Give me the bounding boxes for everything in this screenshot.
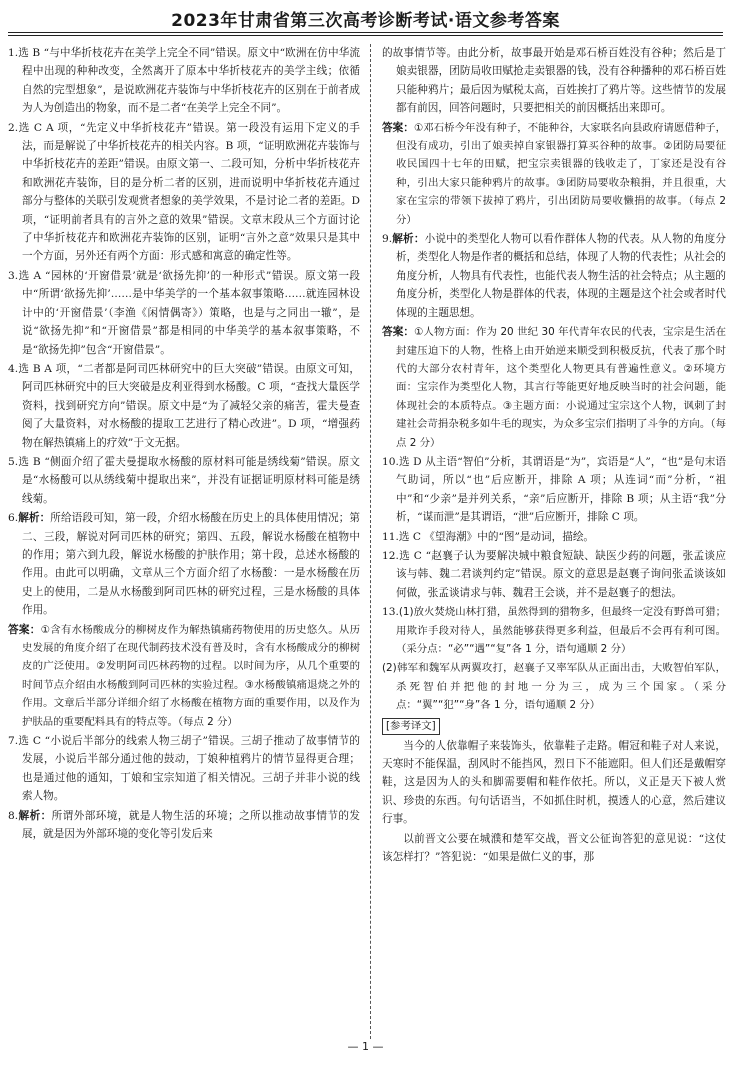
- translation-tag: [参考译文]: [382, 718, 440, 735]
- left-column: [8, 44, 360, 1034]
- item-number: 8.: [8, 809, 19, 822]
- title-rule-thin: [8, 35, 723, 36]
- item-label: 解析：: [392, 233, 425, 246]
- answer-block: [382, 323, 726, 452]
- question-item: [382, 547, 726, 602]
- item-label: 答案：: [382, 326, 415, 339]
- item-number: 13.: [382, 606, 399, 619]
- answer-block: [382, 659, 726, 714]
- answer-block: [382, 119, 726, 229]
- item-label: 答案：: [8, 623, 41, 636]
- answer-block: [382, 603, 726, 658]
- item-text: 选 A “园林的‘开窗借景’就是‘欲扬先抑’的一种形式”错误。原文第一段中“所谓‘欲扬先抑’……是中华美学的一个基本叙事策略……就连园林设计中的‘开窗借景’（李渔《闲情偶寄》）策略，也是与之同出一辙”，是说“欲扬先抑”和“开窗借景”都是相同的中华美学的基本叙事策略，不是“欲扬先抑”包含“开窗借景”。: [18, 269, 360, 356]
- item-number: 9.: [382, 233, 393, 246]
- right-column: [382, 44, 726, 1034]
- item-number: 7.: [8, 735, 19, 748]
- item-text: 选 C 《望海潮》中的“图”是动词，描绘。: [398, 530, 595, 543]
- question-item: [8, 119, 360, 266]
- item-number: 1.: [8, 47, 19, 59]
- question-item: [8, 807, 360, 844]
- column-divider: [370, 44, 371, 1039]
- item-text: 选 C “赵襄子认为要解决城中粮食短缺、缺医少药的问题，张孟谈应该与韩、魏二君谈判约定”错误。原文的意思是赵襄子询问张孟谈该如何做，张孟谈请求与韩、魏君王会谈，并不是赵襄子的想法。: [396, 549, 726, 599]
- title-rule: [8, 32, 723, 33]
- question-item: [8, 509, 360, 619]
- question-item: [382, 230, 726, 322]
- item-text: ①邓石桥今年没有种子，不能种谷，大家联名向县政府请愿借种子，但没有成功，引出了娘卖掉自家银器打算买谷种的故事。②团防局要征收民国四十七年的田赋，把宝宗卖银器的钱收走了，丁家还是没有谷种，引出大家只能种鸦片的故事。③团防局要收杂粮捐，并且很重，大家在宝宗的带领下拔掉了鸦片，引出团防局要收懒捐的故事。（每点 2 分）: [396, 121, 726, 226]
- question-item: [8, 267, 360, 359]
- item-text: (1)放火焚烧山林打猎，虽然得到的猎物多，但最终一定没有野兽可猎；用欺诈手段对待人，虽然能够获得更多利益，但最后不会再有利可图。（采分点：“必”“遇”“复”各 1 分，语句通顺 2 分）: [396, 606, 726, 655]
- question-item: [8, 732, 360, 806]
- item-text: 选 D 从主语“智伯”分析，其谓语是“为”，宾语是“人”，“也”是句末语气助词，所以“也”后应断开，排除 A 项；从连词“而”分析，“祖中”和“少亲”是并列关系，“亲”后应断开，排除 B 项；从主语“我”分析，“谋而泄”是其谓语，“泄”后应断开，排除 C 项。: [396, 455, 726, 524]
- question-item: [382, 44, 726, 118]
- item-text: (2)韩军和魏军从两翼攻打，赵襄子又率军队从正面出击，大败智伯军队，杀死智伯并把他的封地一分为三，成为三个国家。（采分点：“翼”“犯”“身”各 1 分，语句通顺 2 分）: [382, 662, 726, 712]
- item-label: 答案：: [382, 121, 414, 134]
- item-text: ①含有水杨酸成分的柳树皮作为解热镇痛药物使用的历史悠久。从历史发展的角度介绍了在现代制药技术没有普及时，含有水杨酸成分的柳树皮的广泛使用。②发明阿司匹林药物的过程。以时间为序，从几个重要的时间节点介绍由水杨酸到阿司匹林的实验过程。③水杨酸镇痛退烧之外的作用。文章后半部分详细介绍了水杨酸在植物方面的重要作用，以及作为护肤品的重要配料具有的特点等。（每点 2 分）: [22, 623, 360, 728]
- item-text: 小说中的类型化人物可以看作群体人物的代表。从人物的角度分析，类型化人物是作者的概括和总结，体现了人物的代表性；从社会的角度分析，人物具有代表性，也能代表人物生活的社会特点；从主题的角度分析，类型化人物是群体的代表，体现的主题是这个社会或者时代体现的主题思想。: [396, 233, 726, 319]
- item-number: 10.: [382, 455, 399, 468]
- item-number: 4.: [8, 362, 19, 375]
- translation-paragraph: [382, 830, 726, 867]
- item-text: 所给语段可知，第一段，介绍水杨酸在历史上的具体使用情况；第二、三段，解说对阿司匹林的研究；第四、五段，解说水杨酸在植物中的作用；第六到九段，解说水杨酸的护肤作用；第十段，总述水杨酸的作用。由此可以明确，文章从三个方面介绍了水杨酸：一是水杨酸在历史上的使用，二是从水杨酸到阿司匹林的研究过程，三是水杨酸的具体作用。: [22, 512, 360, 617]
- item-text: 选 C “小说后半部分的线索人物三胡子”错误。三胡子推动了故事情节的发展，小说后半部分通过他的鼓动，丁娘种植鸦片的情节显得更合理；也是通过他的通知，丁娘和宝宗知道了相关情况。三胡子并非小说的线索人物。: [18, 735, 360, 803]
- item-number: 2.: [8, 121, 19, 134]
- question-item: [8, 453, 360, 508]
- item-text: 选 C A 项，“先定义中华折枝花卉”错误。第一段没有运用下定义的手法，而是解说了中华折枝花卉的相关内容。B 项，“证明欧洲花卉装饰与中华折枝花卉的差距”错误。由原文第一、二段可知，分析中华折枝花卉和欧洲花卉装饰，目的是分析二者的区别，进而说明中华折枝花卉通过部分与整体的关联引发观赏者想象的美学效果，不是讨论二者的差距。D 项，“证明前者具有的言外之意的效果”错误。文章末段从三个方面讨论了中华折枝花卉和欧洲花卉装饰的区别，证明“言外之意”效果只是其中一个方面，另外还有两个方面：形式感和寓意的确定性等。: [18, 121, 360, 263]
- question-item: [8, 44, 360, 118]
- page-title: 2023年甘肃省第三次高考诊断考试·语文参考答案: [171, 11, 560, 31]
- item-text: 以前晋文公要在城濮和楚军交战，晋文公征询答犯的意见说：“这仗该怎样打？”答犯说：“如果是做仁义的事，那: [382, 832, 726, 864]
- question-item: [382, 528, 726, 546]
- item-text: 的故事情节等。由此分析，故事最开始是邓石桥百姓没有谷种；然后是丁娘卖银器，团防局收田赋抢走卖银器的钱，没有谷种播种的邓石桥百姓只能种鸦片；最后因为赋税太高，百姓挨打了鸦片等。这些情节的发展都有前因，回答问题时，只要把相关的前因概括出来即可。: [382, 47, 726, 115]
- item-number: 6.: [8, 512, 19, 525]
- question-item: [8, 360, 360, 452]
- translation-heading: [382, 716, 726, 737]
- page-number: — 1 —: [347, 1040, 384, 1053]
- translation-paragraph: [382, 737, 726, 829]
- item-text: ①人物方面：作为 20 世纪 30 年代青年农民的代表，宝宗是生活在封建压迫下的人物，性格上由开始逆来顺受到积极反抗，代表了那个时代的大部分农村青年，这个类型化人物更具有普遍性意义。②环境方面：宝宗作为类型化人物，其言行等能更好地反映当时的社会问题，能体现社会的本质特点。③主题方面：小说通过宝宗这个人物，讽刺了封建社会苛捐杂税多如牛毛的现实，为众多宝宗们指明了斗争的方向。（每点 2 分）: [396, 326, 726, 449]
- item-label: 解析：: [18, 809, 52, 822]
- item-number: 5.: [8, 455, 19, 468]
- item-number: 11.: [382, 530, 399, 543]
- item-text: 选 B A 项，“二者都是阿司匹林研究中的巨大突破”错误。由原文可知，阿司匹林研究中的巨大突破是皮利亚得到水杨酸。C 项，“查找大量医学资料，找到研究方向”错误。原文中是“为了减轻父亲的痛苦，霍夫曼查阅了大量资料，对水杨酸的提取工艺进行了精心改进”。D 项，“增强药物在解热镇痛上的疗效”于文无据。: [18, 362, 360, 449]
- item-text: 当今的人依靠帽子来装饰头，依靠鞋子走路。帽冠和鞋子对人来说，天寒时不能保温，刮风时不能挡风，烈日下不能遮阳。但人们还是戴帽穿鞋，这是因为人的头和脚需要帽和鞋作依托。所以，义正是天下被人赏识、珍贵的东西。句句话语当，不如抓住时机，摸透人的心意，然后建议行事。: [382, 739, 726, 826]
- item-number: 3.: [8, 269, 19, 282]
- item-text: 选 B “侧面介绍了霍夫曼提取水杨酸的原材料可能是绣线菊”错误。原文是“水杨酸可以从绣线菊中提取出来”，并没有证据证明原材料可能是绣线菊。: [18, 455, 360, 505]
- question-item: [382, 453, 726, 527]
- item-text: 所谓外部环境，就是人物生活的环境；之所以推动故事情节的发展，就是因为外部环境的变化等引发后来: [22, 809, 360, 841]
- item-number: 12.: [382, 549, 399, 562]
- item-label: 解析：: [18, 512, 51, 525]
- answer-block: [8, 621, 360, 731]
- item-text: 选 B “与中华折枝花卉在美学上完全不同”错误。原文中“欧洲在仿中华流程中出现的种种改变，全然离开了原本中华折枝花卉的美学主线；依循自然的完型想象”，是说欧洲花卉装饰与中华折枝花卉的区别在于前者成为人为创造出的物象，而不是二者“在美学上完全不同”。: [18, 47, 360, 115]
